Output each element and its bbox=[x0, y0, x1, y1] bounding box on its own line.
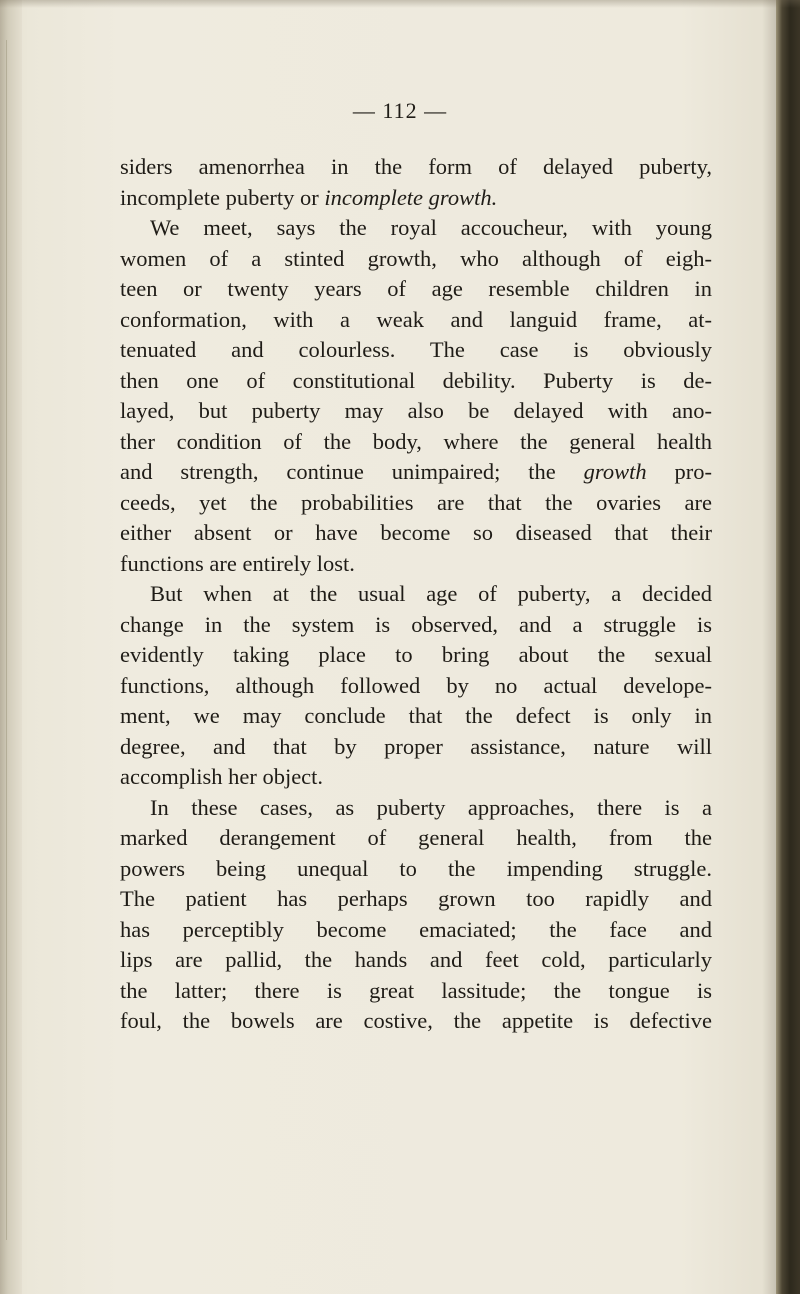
text-line: ment, we may conclude that the defect is only in bbox=[120, 703, 712, 728]
body-text bbox=[120, 152, 712, 1037]
text-line: powers being unequal to the impending struggle. bbox=[120, 855, 712, 881]
text-line: either absent or have become so diseased that their bbox=[120, 520, 712, 545]
text-line: layed, but puberty may also be delayed with ano- bbox=[120, 398, 712, 423]
text-line: But when at the usual age of puberty, a decided bbox=[150, 581, 712, 606]
text-line: conformation, with a weak and languid frame, at- bbox=[120, 306, 712, 332]
text-span: and strength, continue unimpaired; the bbox=[120, 459, 584, 484]
text-line: The patient has perhaps grown too rapidly and bbox=[120, 886, 712, 911]
text-span: incomplete puberty or bbox=[120, 184, 325, 210]
text-line: teen or twenty years of age resemble children in bbox=[120, 276, 712, 301]
text-line bbox=[120, 183, 712, 214]
top-shadow bbox=[0, 0, 800, 8]
binding-line bbox=[6, 40, 7, 1240]
text-line: tenuated and colourless. The case is obviously bbox=[120, 337, 712, 362]
text-span: pro- bbox=[646, 459, 712, 484]
text-line: functions are entirely lost. bbox=[120, 550, 355, 576]
text-line bbox=[120, 457, 712, 488]
text-line: women of a stinted growth, who although of eigh- bbox=[120, 245, 712, 271]
text-line: degree, and that by proper assistance, nature will bbox=[120, 733, 712, 759]
text-line: marked derangement of general health, from the bbox=[120, 825, 712, 850]
page-edge bbox=[776, 0, 800, 1294]
text-line: change in the system is observed, and a struggle is bbox=[120, 611, 712, 637]
page-edge-shadow bbox=[762, 0, 776, 1294]
text-line: lips are pallid, the hands and feet cold, particularly bbox=[120, 947, 712, 972]
text-line: the latter; there is great lassitude; the tongue is bbox=[120, 977, 712, 1003]
text-line: accomplish her object. bbox=[120, 764, 324, 789]
page-number: — 112 — bbox=[352, 98, 448, 123]
italic-text: incomplete growth. bbox=[324, 184, 498, 210]
binding-gutter bbox=[0, 0, 22, 1294]
text-line: ceeds, yet the probabilities are that the ovaries are bbox=[120, 489, 712, 515]
text-line: siders amenorrhea in the form of delayed puberty, bbox=[120, 154, 712, 179]
text-line: evidently taking place to bring about the sexual bbox=[120, 642, 712, 667]
text-line: then one of constitutional debility. Puberty is de- bbox=[120, 367, 712, 393]
italic-text: growth bbox=[583, 459, 647, 484]
text-line: ther condition of the body, where the general health bbox=[120, 428, 712, 454]
text-line: We meet, says the royal accoucheur, with young bbox=[150, 215, 712, 240]
text-line: foul, the bowels are costive, the appetite is defective bbox=[120, 1008, 712, 1033]
text-line: In these cases, as puberty approaches, there is a bbox=[150, 794, 712, 820]
text-line: has perceptibly become emaciated; the face and bbox=[120, 916, 712, 942]
text-line: functions, although followed by no actual develope- bbox=[120, 672, 712, 698]
